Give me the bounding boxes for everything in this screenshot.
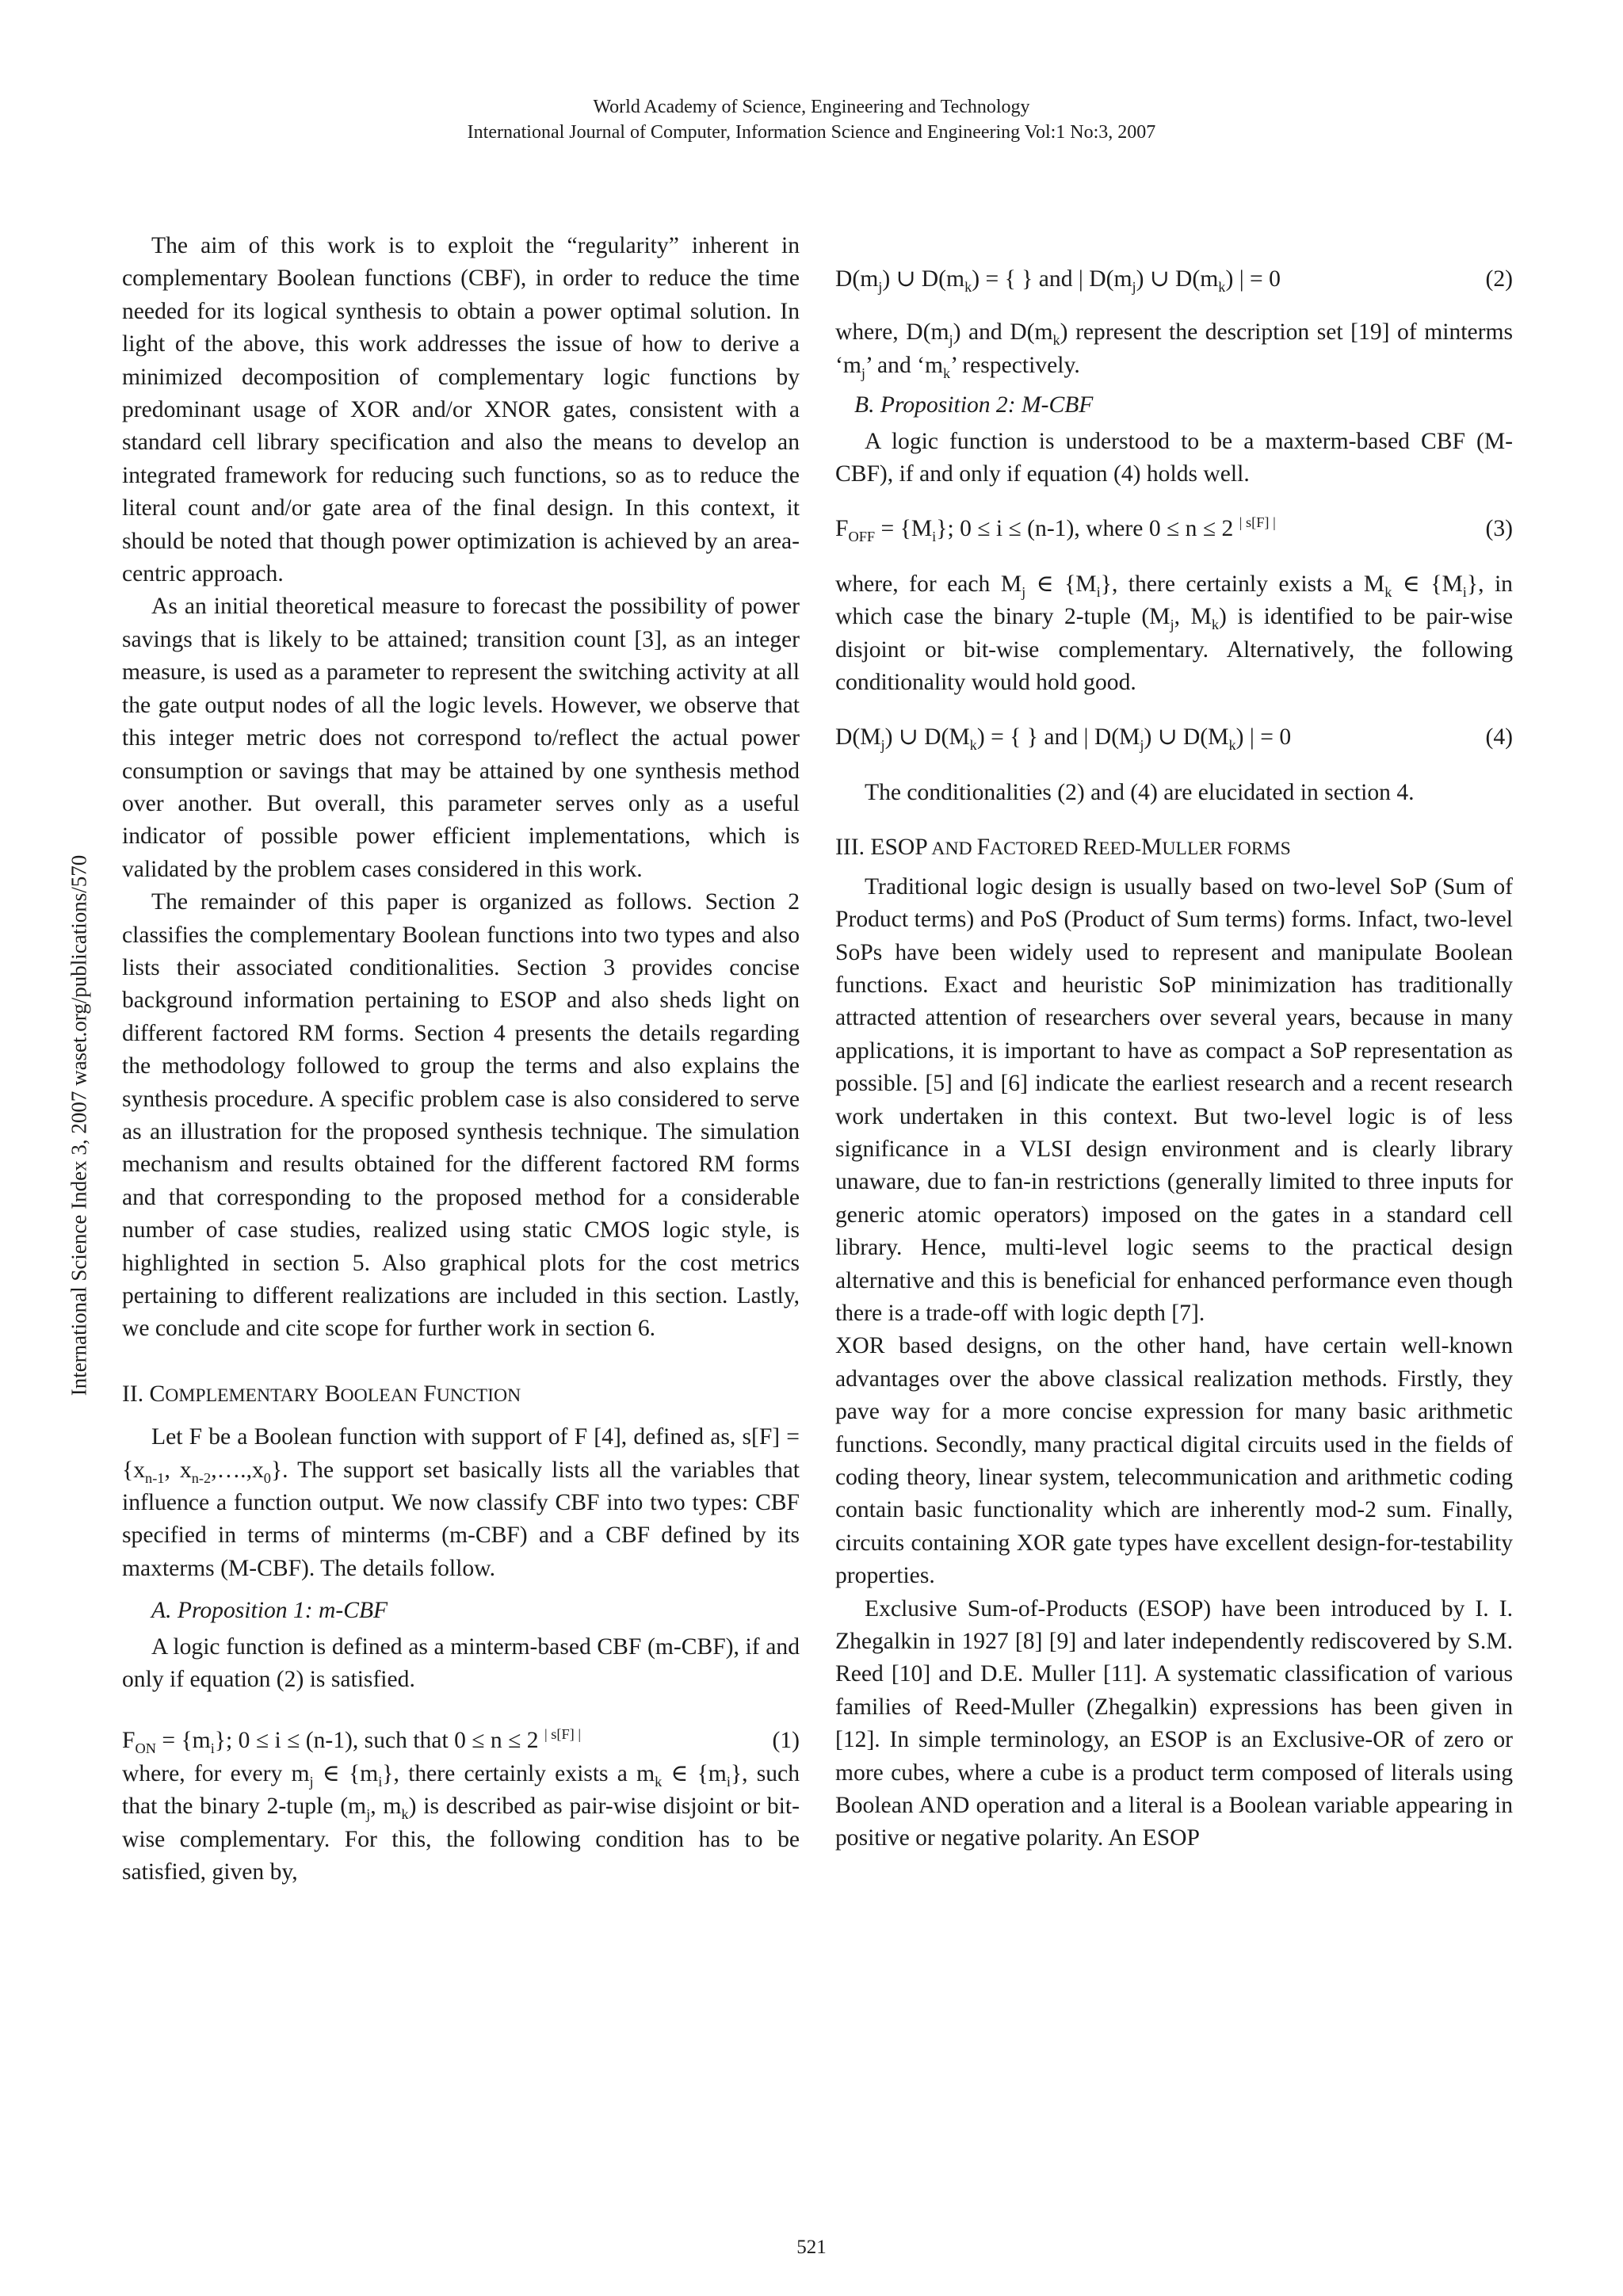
subsection-heading-a: A. Proposition 1: m-CBF — [151, 1598, 388, 1624]
side-watermark: International Science Index 3, 2007 waset.org/publications/570 — [67, 854, 91, 1396]
page-number: 521 — [796, 2237, 827, 2258]
equation-3-number: (3) — [1485, 516, 1513, 542]
paragraph-m-cbf-condition: where, for every $m_j$ ∈ $\{m_i\}$, there certainly exists a $m_k$ ∈ $\{m_i\}$, such that the binary 2-tuple ($m_j$, $m_k$) is described as pair-wise disjoint or bit-wise complementary. For this, the following condition has to be satisfied, given by, — [122, 1760, 800, 1885]
equation-2-number: (2) — [1485, 266, 1513, 292]
equation-1: $F_{ON} = \{m_i\}$; 0 ≤ i ≤ (n-1), such that 0 ≤ n ≤ 2 $^{| s[F] |}$ (1) — [122, 1725, 800, 1757]
paragraph-m-cbf: A logic function is defined as a minterm-based CBF (m-CBF), if and only if equation (2) is satisfied. — [122, 1633, 800, 1693]
journal-header-line2: International Journal of Computer, Information Science and Engineering Vol:1 No:3, 2007 — [467, 122, 1156, 143]
equation-2: $D(m_j)$ ∪ $D(m_k)$ = { } and | $D(m_j)$ ∪ $D(m_k)$ | = 0 (2) — [835, 263, 1513, 296]
left-column — [122, 230, 800, 1889]
equation-4-number: (4) — [1485, 724, 1513, 751]
paragraph-transition-count: As an initial theoretical measure to forecast the possibility of power savings that is likely to be attained; transition count [3], as an integer measure, is used as a parameter to represent the switching activity at all the gate output nodes of all the logic levels. However, we observe that this integer metric does not correspond to/reflect the actual power consumption or savings that may be attained by one synthesis method over another. But overall, this parameter serves only as a useful indicator of possible power efficient implementations, which is validated by the problem cases considered in this work. — [122, 594, 800, 882]
section-heading-3: III. ESOP AND FACTORED REED-MULLER FORMS — [835, 835, 1291, 861]
paragraph-m-cbf-maxterm-condition: where, for each $M_j$ ∈ $\{M_i\}$, there certainly exists a $M_k$ ∈ $\{M_i\}$, in which case the binary 2-tuple ($M_j$, $M_k$) is identified to be pair-wise disjoint or bit-wise complementary. Alternatively, the following conditionality would hold good. — [835, 571, 1513, 696]
equation-4: $D(M_j)$ ∪ $D(M_k)$ = { } and | $D(M_j)$ ∪ $D(M_k)$ | = 0 (4) — [835, 721, 1513, 754]
paragraph-maxterm: A logic function is understood to be a maxterm-based CBF (M-CBF), if and only if equation (4) holds well. — [835, 428, 1513, 487]
paragraph-xor-designs: XOR based designs, on the other hand, have certain well-known advantages over the above classical realization methods. Firstly, they pave way for a more concise expression for many basic arithmetic functions. Secondly, many practical digital circuits used in the fields of coding theory, linear system, telecommunication and arithmetic coding contain basic functionality which are inherently mod-2 sum. Finally, circuits containing XOR gate types have excellent design-for-testability properties. — [835, 1333, 1513, 1589]
paragraph-esop: Exclusive Sum-of-Products (ESOP) have been introduced by I. I. Zhegalkin in 1927 [8] [9] and later independently rediscovered by S.M. Reed [10] and D.E. Muller [11]. A systematic classification of various families of Reed-Muller (Zhegalkin) expressions has been given in [12]. In simple terminology, an ESOP is an Exclusive-OR of zero or more cubes, where a cube is a product term composed of literals using Boolean AND operation and a literal is a Boolean variable appearing in positive or negative polarity. An ESOP — [835, 1595, 1513, 1851]
section-heading-2: II. COMPLEMENTARY BOOLEAN FUNCTION — [122, 1381, 521, 1407]
subsection-heading-b: B. Proposition 2: M-CBF — [854, 392, 1094, 418]
paragraph-organization: The remainder of this paper is organized as follows. Section 2 classifies the complementary Boolean functions into two types and also lists their associated conditionalities. Section 3 provides concise background information pertaining to ESOP and also sheds light on different factored RM forms. Section 4 presents the details regarding the methodology followed to group the terms and also explains the synthesis procedure. A specific problem case is also considered to serve as an illustration for the proposed synthesis technique. The simulation mechanism and results obtained for the different factored RM forms and that corresponding to the proposed method for a considerable number of case studies, realized using static CMOS logic style, is highlighted in section 5. Also graphical plots for the cost metrics pertaining to different realizations are included in this section. Lastly, we conclude and cite scope for further work in section 6. — [122, 889, 800, 1342]
journal-header-line1: World Academy of Science, Engineering and Technology — [593, 97, 1030, 117]
paragraph-support-set: Let F be a Boolean function with support of F [4], defined as, $s[F] = \{x_{n-1}$, $x_{n-2},\dots.,x_0$}. The support set basically lists all the variables that influence a function output. We now classify CBF into two types: CBF specified in terms of minterms (m-CBF) and a CBF defined by its maxterms (M-CBF). The details follow. — [122, 1424, 800, 1581]
equation-3: $F_{OFF} = \{M_i\}$; 0 ≤ i ≤ (n-1), where 0 ≤ n ≤ 2 $^{| s[F] |}$ (3) — [835, 513, 1513, 545]
paragraph-traditional-logic: Traditional logic design is usually based on two-level SoP (Sum of Product terms) and PoS (Product of Sum terms) forms. Infact, two-level SoPs have been widely used to represent and manipulate Boolean functions. Exact and heuristic SoP minimization has traditionally attracted attention of researchers over several years, because in many applications, it is important to have as compact a SoP representation as possible. [5] and [6] indicate the earliest research and a recent research work undertaken in this context. But two-level logic is of less significance in a VLSI design environment and is clearly library unaware, due to fan-in restrictions (generally limited to three inputs for generic atomic operators) imposed on the gates in a standard cell library. Hence, multi-level logic seems to the practical design alternative and this is beneficial for enhanced performance even though there is a trade-off with logic depth [7]. — [835, 873, 1513, 1326]
paragraph-description-set: where, $D(m_j)$ and $D(m_k)$ represent the description set [19] of minterms ‘$m_j$’ and ‘$m_k$’ respectively. — [835, 319, 1513, 381]
right-column — [835, 230, 1513, 1855]
equation-1-number: (1) — [772, 1728, 800, 1754]
paragraph-conditionalities: The conditionalities (2) and (4) are elucidated in section 4. — [865, 779, 1415, 805]
paragraph-intro: The aim of this work is to exploit the “regularity” inherent in complementary Boolean functions (CBF), in order to reduce the time needed for its logical synthesis to obtain a power optimal solution. In light of the above, this work addresses the issue of how to derive a minimized decomposition of complementary logic functions by predominant usage of XOR and/or XNOR gates, consistent with a standard cell library specification and also the means to develop an integrated framework for reducing such functions, so as to reduce the literal count and/or gate area of the final design. In this context, it should be noted that though power optimization is achieved by an area-centric approach. — [122, 233, 800, 587]
